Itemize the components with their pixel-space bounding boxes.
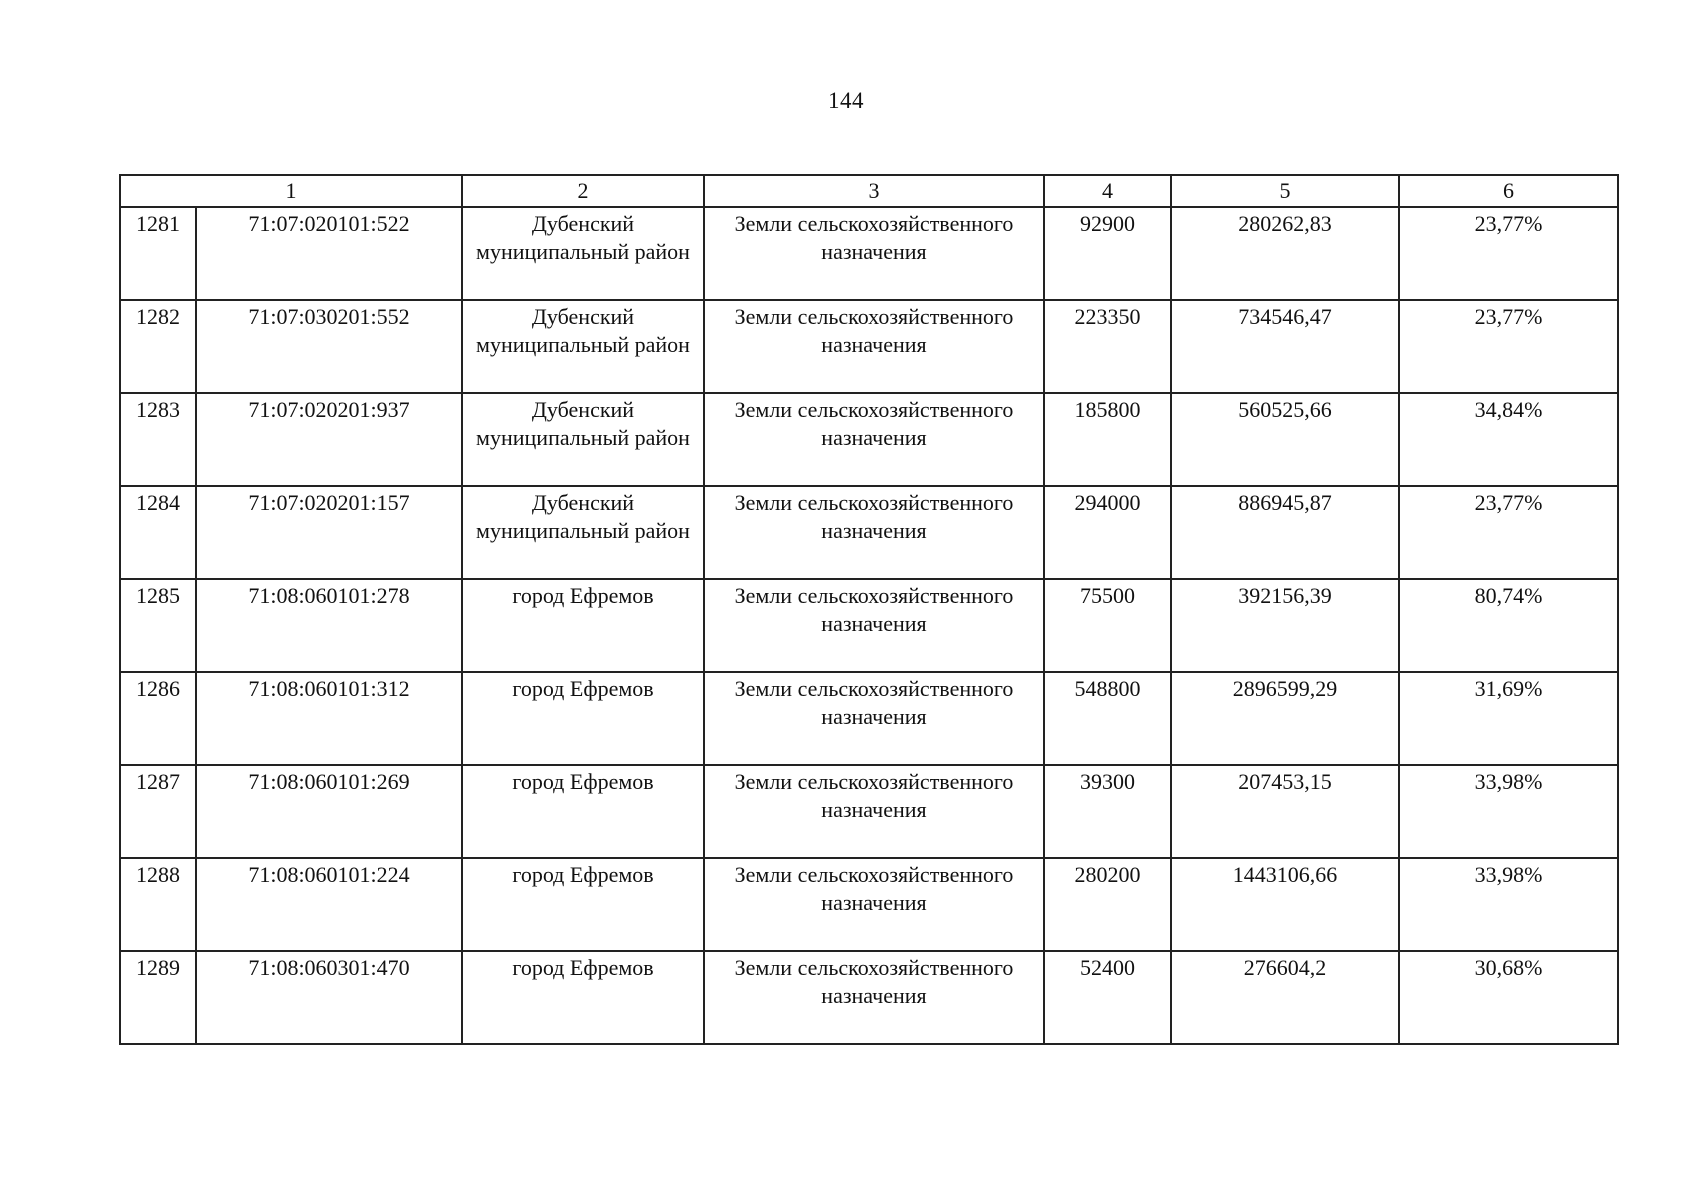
district-cell: город Ефремов xyxy=(462,672,704,765)
area-cell: 185800 xyxy=(1044,393,1171,486)
district-cell: Дубенский муниципальный район xyxy=(462,393,704,486)
row-number-cell: 1287 xyxy=(120,765,196,858)
land-category-cell: Земли сельскохозяйственного назначения xyxy=(704,672,1044,765)
column-header-3: 3 xyxy=(704,175,1044,207)
area-cell: 75500 xyxy=(1044,579,1171,672)
cadastral-value-cell: 280262,83 xyxy=(1171,207,1399,300)
cadastral-number-cell: 71:07:030201:552 xyxy=(196,300,462,393)
table-row xyxy=(120,672,1618,765)
table-row xyxy=(120,300,1618,393)
area-cell: 52400 xyxy=(1044,951,1171,1044)
table-row xyxy=(120,207,1618,300)
rate-cell: 33,98% xyxy=(1399,858,1618,951)
land-category-cell: Земли сельскохозяйственного назначения xyxy=(704,858,1044,951)
table-row xyxy=(120,579,1618,672)
cadastral-number-cell: 71:07:020201:937 xyxy=(196,393,462,486)
area-cell: 280200 xyxy=(1044,858,1171,951)
cadastral-number-cell: 71:08:060101:224 xyxy=(196,858,462,951)
rate-cell: 23,77% xyxy=(1399,486,1618,579)
rate-cell: 34,84% xyxy=(1399,393,1618,486)
page-number: 144 xyxy=(828,88,864,113)
area-cell: 39300 xyxy=(1044,765,1171,858)
land-category-cell: Земли сельскохозяйственного назначения xyxy=(704,300,1044,393)
column-header-1: 1 xyxy=(120,175,462,207)
rate-cell: 23,77% xyxy=(1399,207,1618,300)
rate-cell: 33,98% xyxy=(1399,765,1618,858)
cadastral-value-cell: 886945,87 xyxy=(1171,486,1399,579)
district-cell: Дубенский муниципальный район xyxy=(462,486,704,579)
rate-cell: 80,74% xyxy=(1399,579,1618,672)
cadastral-value-cell: 207453,15 xyxy=(1171,765,1399,858)
row-number-cell: 1289 xyxy=(120,951,196,1044)
cadastral-number-cell: 71:08:060101:278 xyxy=(196,579,462,672)
column-header-5: 5 xyxy=(1171,175,1399,207)
table-row xyxy=(120,765,1618,858)
land-category-cell: Земли сельскохозяйственного назначения xyxy=(704,765,1044,858)
column-header-4: 4 xyxy=(1044,175,1171,207)
row-number-cell: 1282 xyxy=(120,300,196,393)
area-cell: 548800 xyxy=(1044,672,1171,765)
row-number-cell: 1284 xyxy=(120,486,196,579)
table-row xyxy=(120,486,1618,579)
row-number-cell: 1283 xyxy=(120,393,196,486)
area-cell: 92900 xyxy=(1044,207,1171,300)
row-number-cell: 1281 xyxy=(120,207,196,300)
row-number-cell: 1285 xyxy=(120,579,196,672)
cadastral-value-cell: 1443106,66 xyxy=(1171,858,1399,951)
cadastral-value-cell: 734546,47 xyxy=(1171,300,1399,393)
cadastral-number-cell: 71:08:060101:269 xyxy=(196,765,462,858)
row-number-cell: 1288 xyxy=(120,858,196,951)
cadastral-number-cell: 71:08:060301:470 xyxy=(196,951,462,1044)
column-header-6: 6 xyxy=(1399,175,1618,207)
district-cell: город Ефремов xyxy=(462,765,704,858)
header-row xyxy=(120,175,1618,207)
rate-cell: 31,69% xyxy=(1399,672,1618,765)
district-cell: город Ефремов xyxy=(462,579,704,672)
land-category-cell: Земли сельскохозяйственного назначения xyxy=(704,951,1044,1044)
land-category-cell: Земли сельскохозяйственного назначения xyxy=(704,579,1044,672)
land-category-cell: Земли сельскохозяйственного назначения xyxy=(704,393,1044,486)
cadastral-number-cell: 71:08:060101:312 xyxy=(196,672,462,765)
district-cell: город Ефремов xyxy=(462,951,704,1044)
rate-cell: 23,77% xyxy=(1399,300,1618,393)
cadastral-number-cell: 71:07:020201:157 xyxy=(196,486,462,579)
land-category-cell: Земли сельскохозяйственного назначения xyxy=(704,486,1044,579)
cadastral-number-cell: 71:07:020101:522 xyxy=(196,207,462,300)
cadastral-value-cell: 2896599,29 xyxy=(1171,672,1399,765)
land-category-cell: Земли сельскохозяйственного назначения xyxy=(704,207,1044,300)
table-row xyxy=(120,858,1618,951)
table-row xyxy=(120,951,1618,1044)
data-table xyxy=(119,174,1619,1045)
district-cell: Дубенский муниципальный район xyxy=(462,207,704,300)
cadastral-value-cell: 276604,2 xyxy=(1171,951,1399,1044)
district-cell: Дубенский муниципальный район xyxy=(462,300,704,393)
row-number-cell: 1286 xyxy=(120,672,196,765)
rate-cell: 30,68% xyxy=(1399,951,1618,1044)
column-header-2: 2 xyxy=(462,175,704,207)
cadastral-value-cell: 560525,66 xyxy=(1171,393,1399,486)
cadastral-value-cell: 392156,39 xyxy=(1171,579,1399,672)
area-cell: 294000 xyxy=(1044,486,1171,579)
area-cell: 223350 xyxy=(1044,300,1171,393)
table-row xyxy=(120,393,1618,486)
district-cell: город Ефремов xyxy=(462,858,704,951)
